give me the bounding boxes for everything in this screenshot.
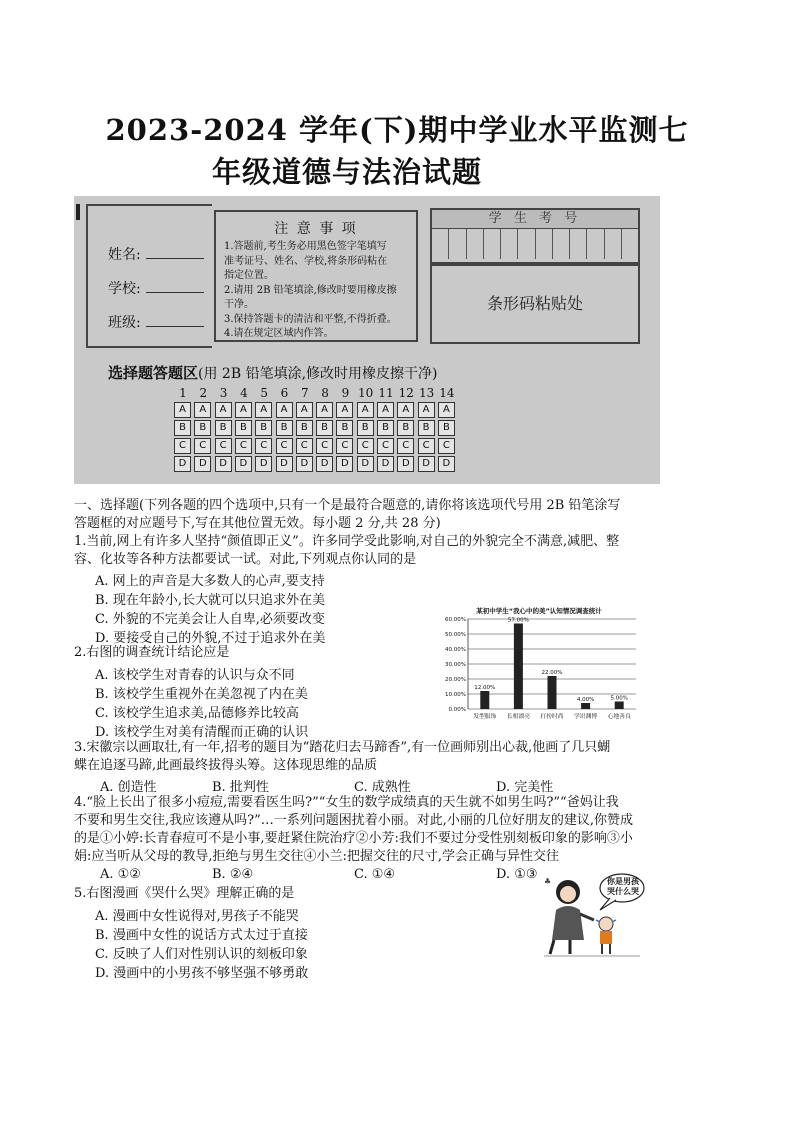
bubble-q13-a[interactable]: A <box>418 402 435 418</box>
q3-stem: 3.宋徽宗以画取壮,有一年,招考的题目为“踏花归去马蹄香”,有一位画师别出心裁,他画了几只蝴 <box>74 740 611 755</box>
bubble-q10-d[interactable]: D <box>357 456 374 472</box>
notice-line: 准考证号、姓名、学校,将条形码粘在 <box>224 255 388 267</box>
q2-stem: 2.右图的调查统计结论应是 <box>74 645 230 660</box>
bubble-q6-a[interactable]: A <box>276 402 293 418</box>
bubble-q13-c[interactable]: C <box>418 438 435 454</box>
question-number-11: 11 <box>378 386 394 400</box>
name-field-line[interactable] <box>146 258 204 259</box>
mc-area-title-main: 选择题答题区 <box>108 364 199 382</box>
bubble-q14-a[interactable]: A <box>438 402 455 418</box>
y-tick-label: 0.00% <box>448 707 466 713</box>
bubble-q11-c[interactable]: C <box>377 438 394 454</box>
school-field-line[interactable] <box>146 292 204 293</box>
school-label: 学校: <box>108 281 141 297</box>
x-tick-label: 打扮时尚 <box>540 714 564 720</box>
notice-line: 1.答题前,考生务必用黑色签字笔填写 <box>224 241 387 252</box>
bubble-q4-c[interactable]: C <box>235 438 252 454</box>
bubble-q8-b[interactable]: B <box>316 420 333 436</box>
chart-svg <box>436 605 642 723</box>
answer-sheet <box>74 196 660 484</box>
bubble-q2-c[interactable]: C <box>194 438 211 454</box>
q5-option-d[interactable]: D. 漫画中的小男孩不够坚强不够勇敢 <box>95 966 309 981</box>
bubble-q5-b[interactable]: B <box>255 420 272 436</box>
bubble-q6-c[interactable]: C <box>276 438 293 454</box>
bubble-q4-b[interactable]: B <box>235 420 252 436</box>
q2-option-b[interactable]: B. 该校学生重视外在美忽视了内在美 <box>95 687 308 702</box>
data-label: 5.00% <box>610 695 628 702</box>
bubble-q12-c[interactable]: C <box>397 438 414 454</box>
q1-stem: 容、化妆等各种方法都要试一试。对此,下列观点你认同的是 <box>74 552 417 567</box>
bubble-q2-d[interactable]: D <box>194 456 211 472</box>
bubble-q13-d[interactable]: D <box>418 456 435 472</box>
q4-option-c[interactable]: C. ①④ <box>354 867 396 882</box>
bubble-q3-b[interactable]: B <box>215 420 232 436</box>
q3-option-a[interactable]: A. 创造性 <box>100 780 157 795</box>
bubble-q14-c[interactable]: C <box>438 438 455 454</box>
page-title-line1: 2023-2024 学年(下)期中学业水平监测七 <box>105 113 689 147</box>
bubble-q14-d[interactable]: D <box>438 456 455 472</box>
speech-bubble-text: 你是男孩哭什么哭 <box>607 876 639 896</box>
q3-option-b[interactable]: B. 批判性 <box>212 780 269 795</box>
bubble-q10-b[interactable]: B <box>357 420 374 436</box>
question-number-9: 9 <box>341 386 350 400</box>
bubble-q4-a[interactable]: A <box>235 402 252 418</box>
bubble-q14-b[interactable]: B <box>438 420 455 436</box>
bubble-q9-b[interactable]: B <box>336 420 353 436</box>
mc-area-note: (用 2B 铅笔填涂,修改时用橡皮擦干净) <box>198 366 438 382</box>
question-number-14: 14 <box>439 386 455 400</box>
question-number-10: 10 <box>358 386 374 400</box>
data-label: 12.00% <box>474 685 496 691</box>
bubble-q5-a[interactable]: A <box>255 402 272 418</box>
bubble-q4-d[interactable]: D <box>235 456 252 472</box>
bubble-q11-b[interactable]: B <box>377 420 394 436</box>
bubble-q9-d[interactable]: D <box>336 456 353 472</box>
question-number-2: 2 <box>199 386 208 400</box>
bubble-q1-c[interactable]: C <box>174 438 191 454</box>
bubble-q3-d[interactable]: D <box>215 456 232 472</box>
bubble-q12-a[interactable]: A <box>397 402 414 418</box>
page-title-line2: 年级道德与法治试题 <box>212 155 483 189</box>
notice-line: 3.保持答题卡的清洁和平整,不得折叠。 <box>224 313 397 325</box>
barcode-label: 条形码粘贴处 <box>486 294 583 313</box>
question-number-3: 3 <box>219 386 228 400</box>
q4-stem: 娟:应当听从父母的教导,拒绝与男生交往④小兰:把握交往的尺寸,学会正确与异性交往 <box>74 849 560 864</box>
survey-bar-chart <box>436 605 642 723</box>
q2-option-d[interactable]: D. 该校学生对美有清醒而正确的认识 <box>95 725 309 740</box>
bubble-q1-a[interactable]: A <box>174 402 191 418</box>
bubble-q5-c[interactable]: C <box>255 438 272 454</box>
bubble-q11-a[interactable]: A <box>377 402 394 418</box>
q4-option-d[interactable]: D. ①③ <box>496 867 538 882</box>
y-tick-label: 20.00% <box>445 677 466 683</box>
bar-2 <box>548 676 557 709</box>
q1-option-c[interactable]: C. 外貌的不完美会让人自卑,必须要改变 <box>95 612 325 627</box>
q4-stem: 不要和男生交往,我应该遵从吗?”…一系列问题困扰着小丽。对此,小丽的几位好朋友的建议,你赞成 <box>74 813 634 828</box>
question-number-1: 1 <box>179 386 187 400</box>
bar-3 <box>581 703 590 709</box>
crying-boy-cartoon <box>540 870 646 958</box>
chart-title: 某初中学生“我心中的美”认知情况调查统计 <box>476 607 602 615</box>
notice-lines <box>216 238 416 344</box>
bubble-q6-b[interactable]: B <box>276 420 293 436</box>
question-number-12: 12 <box>398 386 414 400</box>
bubble-q12-d[interactable]: D <box>397 456 414 472</box>
q1-option-d[interactable]: D. 要接受自己的外貌,不过于追求外在美 <box>95 631 326 646</box>
q4-option-b[interactable]: B. ②④ <box>212 867 254 882</box>
x-tick-label: 学识渊博 <box>573 714 598 720</box>
name-label: 姓名: <box>108 247 141 263</box>
q3-option-d[interactable]: D. 完美性 <box>496 780 554 795</box>
x-tick-label: 发型服饰 <box>473 714 497 720</box>
bar-4 <box>615 702 624 710</box>
section-heading: 一、选择题(下列各题的四个选项中,只有一个是最符合题意的,请你将该选项代号用 2B 铅笔涂写 <box>74 498 621 513</box>
data-label: 4.00% <box>576 697 595 703</box>
bubble-q1-d[interactable]: D <box>174 456 191 472</box>
bubble-q8-d[interactable]: D <box>316 456 333 472</box>
student-id-cells[interactable] <box>432 229 638 259</box>
q3-option-c[interactable]: C. 成熟性 <box>354 780 411 795</box>
bar-1 <box>514 624 523 710</box>
bubble-q9-c[interactable]: C <box>336 438 353 454</box>
q5-option-b[interactable]: B. 漫画中女性的说话方式太过于直接 <box>95 928 308 943</box>
bubble-q7-b[interactable]: B <box>296 420 313 436</box>
data-label: 57.00% <box>507 617 529 624</box>
bubble-q7-a[interactable]: A <box>296 402 313 418</box>
x-tick-label: 长相漂亮 <box>506 714 531 720</box>
bubble-q7-d[interactable]: D <box>296 456 313 472</box>
bubble-q7-c[interactable]: C <box>296 438 313 454</box>
question-number-6: 6 <box>280 386 289 400</box>
q2-option-c[interactable]: C. 该校学生追求美,品德修养比较高 <box>95 706 299 721</box>
notice-box <box>214 210 418 342</box>
bubble-q9-a[interactable]: A <box>336 402 353 418</box>
bar-0 <box>480 691 489 709</box>
y-tick-label: 60.00% <box>445 617 466 623</box>
q1-option-b[interactable]: B. 现在年龄小,长大就可以只追求外在美 <box>95 593 325 608</box>
q4-stem: 4.“脸上长出了很多小痘痘,需要看医生吗?”“女生的数学成绩真的天生就不如男生吗?”“爸妈让我 <box>74 795 619 810</box>
student-id-label: 学 生 考 号 <box>432 210 638 229</box>
bubble-q2-a[interactable]: A <box>194 402 211 418</box>
q4-stem: 的是①小婷:长青春痘可不是小事,要赶紧住院治疗②小芳:我们不要过分受性别刻板印象的影响③小 <box>74 831 633 846</box>
question-number-5: 5 <box>260 386 268 400</box>
sheet-edge-mark <box>76 204 80 220</box>
q4-option-a[interactable]: A. ①② <box>100 867 141 882</box>
q3-stem: 蝶在追逐马蹄,此画最终拔得头筹。这体现思维的品质 <box>74 758 378 773</box>
notice-line: 2.请用 2B 铅笔填涂,修改时要用橡皮擦 <box>224 284 397 296</box>
q1-stem: 1.当前,网上有许多人坚持“颜值即正义”。许多同学受此影响,对自己的外貌完全不满意,减肥、整 <box>74 534 620 549</box>
q1-option-a[interactable]: A. 网上的声音是大多数人的心声,要支持 <box>95 574 325 589</box>
bubble-q3-a[interactable]: A <box>215 402 232 418</box>
y-tick-label: 30.00% <box>445 662 466 668</box>
barcode-box <box>430 264 640 344</box>
bubble-q5-d[interactable]: D <box>255 456 272 472</box>
question-number-4: 4 <box>240 386 248 400</box>
q5-stem: 5.右图漫画《哭什么哭》理解正确的是 <box>74 886 295 901</box>
notice-line: 指定位置。 <box>224 270 274 281</box>
data-label: 22.00% <box>541 670 563 676</box>
bubble-q6-d[interactable]: D <box>276 456 293 472</box>
bubble-q3-c[interactable]: C <box>215 438 232 454</box>
bubble-q13-b[interactable]: B <box>418 420 435 436</box>
question-number-7: 7 <box>300 386 309 400</box>
class-field-line[interactable] <box>146 326 204 327</box>
bubble-q2-b[interactable]: B <box>194 420 211 436</box>
y-tick-label: 50.00% <box>445 632 466 638</box>
notice-title: 注 意 事 项 <box>274 221 358 237</box>
bubble-q8-a[interactable]: A <box>316 402 333 418</box>
bubble-q12-b[interactable]: B <box>397 420 414 436</box>
notice-line: 4.请在规定区域内作答。 <box>224 328 334 339</box>
mc-area-title <box>108 362 438 383</box>
class-label: 班级: <box>108 315 141 331</box>
notice-line: 干净。 <box>224 299 254 310</box>
y-tick-label: 40.00% <box>445 647 466 653</box>
q5-option-a[interactable]: A. 漫画中女性说得对,男孩子不能哭 <box>95 909 299 924</box>
bubble-q10-c[interactable]: C <box>357 438 374 454</box>
bubble-q1-b[interactable]: B <box>174 420 191 436</box>
bubble-q10-a[interactable]: A <box>357 402 374 418</box>
question-number-13: 13 <box>418 386 435 400</box>
bubble-q8-c[interactable]: C <box>316 438 333 454</box>
q5-option-c[interactable]: C. 反映了人们对性别认识的刻板印象 <box>95 947 308 962</box>
section-heading: 答题框的对应题号下,写在其他位置无效。每小题 2 分,共 28 分) <box>74 516 441 531</box>
x-tick-label: 心地善良 <box>607 714 631 720</box>
q2-option-a[interactable]: A. 该校学生对青春的认识与众不同 <box>95 668 295 683</box>
student-id-box <box>430 208 640 264</box>
bubble-q11-d[interactable]: D <box>377 456 394 472</box>
svg-text:♣: ♣ <box>544 877 552 886</box>
y-tick-label: 10.00% <box>445 692 466 698</box>
question-number-8: 8 <box>321 386 329 400</box>
